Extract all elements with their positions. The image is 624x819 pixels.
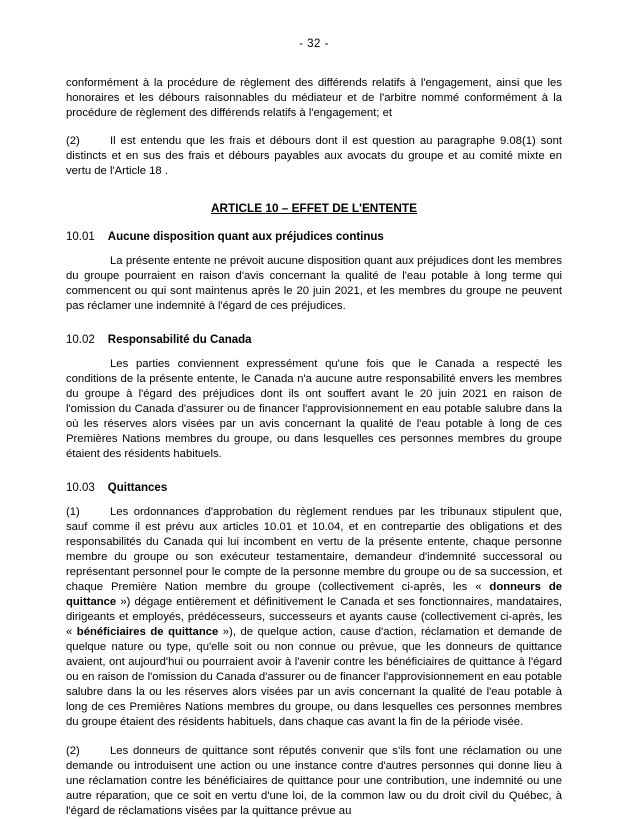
paragraph-text: Il est entendu que les frais et débours dont il est question au paragraphe 9.08(1) sont distincts et en sus des frais et débours payables aux avocats du groupe et au comité mixte en vertu de l'Article 18 . [66,135,562,178]
paragraph-text: Les ordonnances d'approbation du règlement rendues par les tribunaux stipulent que, sauf comme il est prévu aux articles 10.01 et 10.04, et en contrepartie des obligations et des responsabilités du Canada qui lui incombent en vertu de la présente entente, chaque personne membre du groupe ou son exécuteur testamentaire, demandeur d'indemnité successoral ou représentant personnel pour le compte de la personne membre du groupe ou de sa succession, et chaque Première Nation membre du groupe (collectivement ci-après, les « donneurs de quittance ») dégage entièrement et définitivement le Canada et ses fonctionnaires, mandataires, dirigeants et employés, prédécesseurs, successeurs et ayants cause (collectivement ci-après, les « bénéficiaires de quittance »), de quelque action, cause d'action, réclamation et demande de quelque nature ou type, qu'elle soit ou non connue ou prévue, que les donneurs de quittance avaient, ont aujourd'hui ou pourraient avoir à l'avenir contre les bénéficiaires de quittance à l'égard ou en raison de l'omission du Canada d'assurer ou de financer l'approvisionnement en eau potable salubre dans la ou les réserves alors visées par un avis concernant la qualité de l'eau potable à long de ces Premières Nations membres du groupe, ou dans lesquelles ces personnes membres du groupe étaient des résidents habituels, dans chaque cas avant la fin de la période visée. [66,506,563,729]
section-number: 10.01 [66,231,95,244]
section-title: Quittances [107,482,168,495]
section-title: Aucune disposition quant aux préjudices continus [107,231,384,244]
section-title: Responsabilité du Canada [107,334,252,347]
paragraph-marker: (2) [66,744,80,757]
section-10-02-paragraph: Les parties conviennent expressément qu'une fois que le Canada a respecté les conditions de la présente entente, le Canada n'a aucune autre responsabilité envers les membres du groupe à l'égard des préjudices dont ils ont souffert avant le 20 juin 2021 en raison de l'omission du Canada d'assurer ou de financer l'approvisionnement en eau potable salubre dans la où les réserves alors visées par un avis concernant la qualité de l'eau potable à long de ces Premières Nations membres du groupe, ou dans lesquelles ces personnes membres du groupe étaient des résidents habituels. [66,358,562,461]
section-10-03-paragraph-1 [66,505,562,730]
article-heading: ARTICLE 10 – EFFET DE L'ENTENTE [211,201,417,216]
paragraph-marker: (2) [66,135,80,148]
section-heading-10-02 [66,334,562,346]
paragraph-text: Les donneurs de quittance sont réputés convenir que s'ils font une réclamation ou une demande ou introduisent une action ou une instance contre d'autres personnes qui donne lieu à une réclamation contre les bénéficiaires de quittance pour une contribution, une indemnité ou une autre réparation, que ce soit en vertu d'une loi, de la common law ou du droit civil du Québec, à l'égard de réclamations visées par la quittance prévue au [66,744,562,817]
paragraph-marker: (1) [66,506,80,519]
page-number: - 32 - [299,38,329,50]
paragraph-continuation: conformément à la procédure de règlement des différends relatifs à l'engagement, ainsi que les honoraires et les débours raisonnables du médiateur et de l'arbitre nommé conformément à la procédure de règlement des différends relatifs à l'engagement; et [66,77,562,120]
section-10-01-paragraph: La présente entente ne prévoit aucune disposition quant aux préjudices dont les membres du groupe pourraient en raison d'avis concernant la qualité de l'eau potable à long terme qui commencent ou qui sont maintenus après le 20 juin 2021, et les membres du groupe ne peuvent pas réclamer une indemnité à l'égard de ces préjudices. [66,255,562,313]
section-number: 10.03 [66,482,95,495]
section-heading-10-01 [66,231,562,243]
section-heading-10-03 [66,482,562,494]
section-10-03-paragraph-2 [66,744,562,819]
section-number: 10.02 [66,334,95,347]
numbered-paragraph-2 [66,134,562,179]
